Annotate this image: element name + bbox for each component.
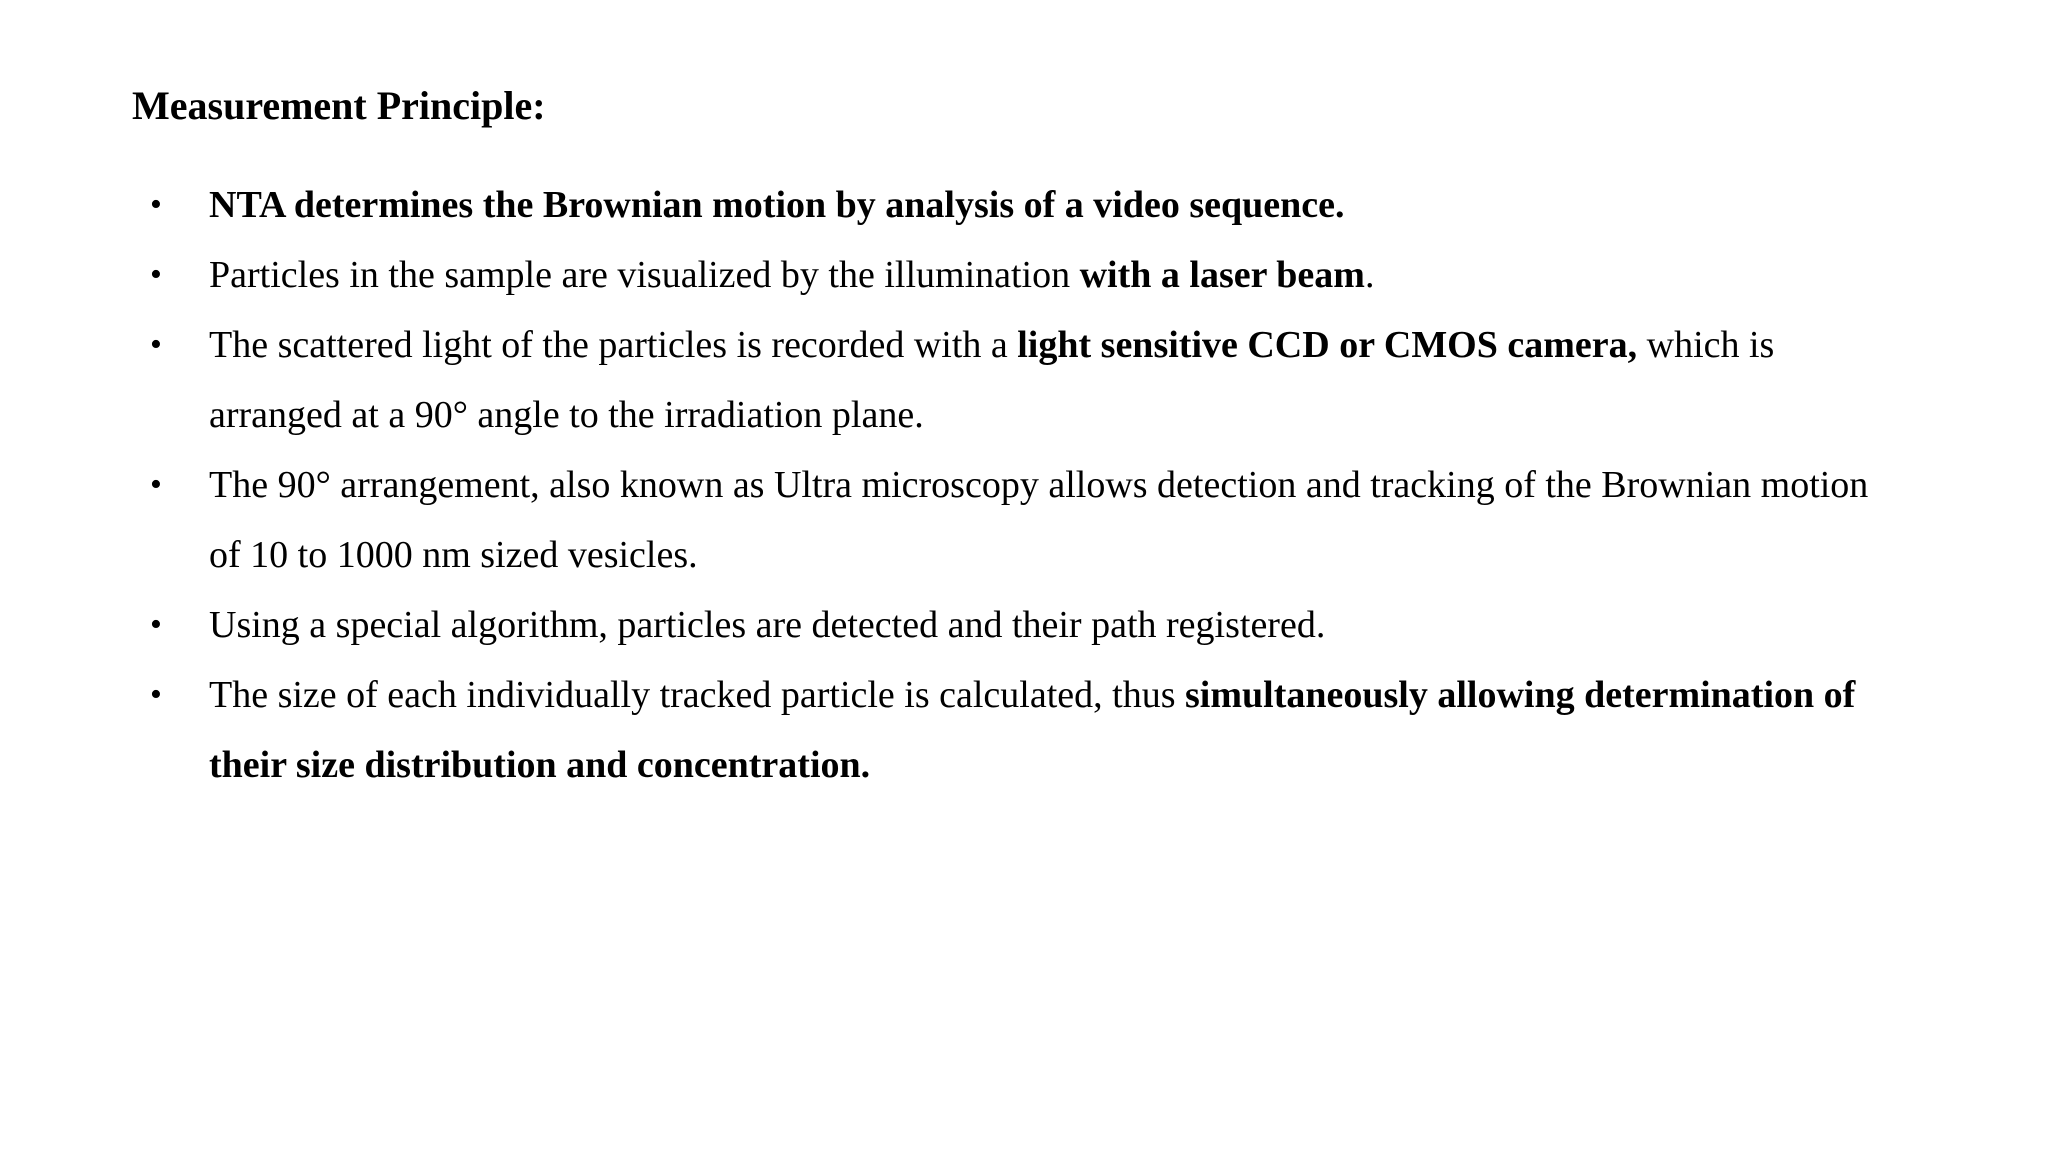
bullet-text: . bbox=[1364, 254, 1375, 296]
list-item bbox=[0, 660, 1889, 800]
list-item bbox=[0, 170, 1889, 240]
bullet-text-bold: with a laser beam bbox=[1079, 254, 1365, 296]
list-item bbox=[0, 590, 1889, 660]
list-item bbox=[0, 310, 1889, 450]
bullet-list bbox=[0, 170, 2048, 800]
bullet-text: Particles in the sample are visualized by the illumination bbox=[209, 254, 1080, 296]
bullet-icon: • bbox=[150, 326, 162, 363]
bullet-text: NTA determines the Brownian motion by analysis of a video sequence. bbox=[209, 184, 1345, 226]
bullet-icon: • bbox=[150, 676, 162, 713]
bullet-icon: • bbox=[150, 466, 162, 503]
bullet-icon: • bbox=[150, 186, 162, 223]
bullet-icon: • bbox=[150, 606, 162, 643]
bullet-icon: • bbox=[150, 256, 162, 293]
page-title: Measurement Principle: bbox=[132, 83, 546, 128]
bullet-text: Using a special algorithm, particles are detected and their path registered. bbox=[209, 604, 1326, 646]
bullet-text: The size of each individually tracked particle is calculated, thus bbox=[209, 674, 1185, 716]
list-item bbox=[0, 450, 1889, 590]
list-item bbox=[0, 240, 1889, 310]
bullet-text-bold: light sensitive CCD or CMOS camera, bbox=[1017, 324, 1638, 366]
bullet-text: The 90° arrangement, also known as Ultra microscopy allows detection and tracking of the Brownian motion of 10 to 1000 nm sized vesicles. bbox=[209, 464, 1869, 576]
bullet-text-bold: simultaneously allowing determination of their size distribution and concentration. bbox=[209, 674, 1856, 786]
bullet-text: The scattered light of the particles is recorded with a bbox=[209, 324, 1018, 366]
bullet-text: which is arranged at a 90° angle to the irradiation plane. bbox=[209, 324, 1775, 436]
